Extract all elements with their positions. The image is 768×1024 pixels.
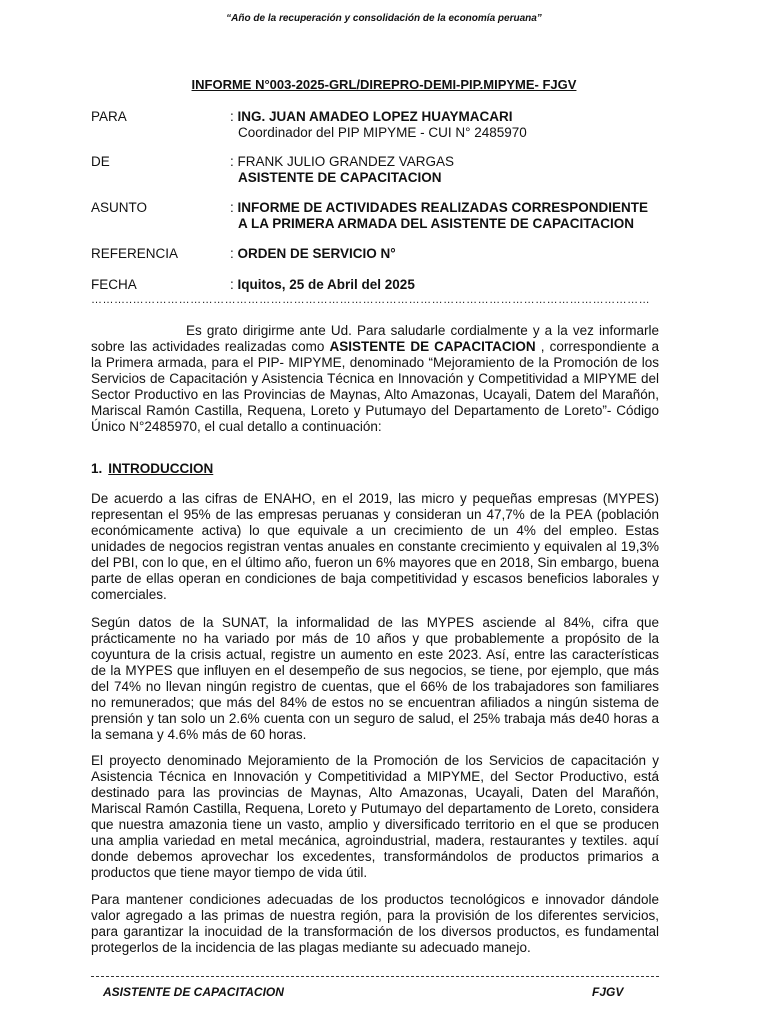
intro-text-part1: Es grato dirigirme ante Ud. Para saludarle cordialmente y a la vez informarle sobre las actividades realizadas como	[91, 323, 659, 354]
page-motto: “Año de la recuperación y consolidación de la economía peruana”	[226, 13, 542, 24]
footer-role: ASISTENTE DE CAPACITACION	[103, 985, 284, 999]
de-value-line2: ASISTENTE DE CAPACITACION	[238, 170, 442, 185]
asunto-value-line2: A LA PRIMERA ARMADA DEL ASISTENTE DE CAPACITACION	[238, 216, 635, 231]
dotted-separator: ………..………………………………………………………………………………………………………………………	[91, 295, 651, 305]
intro-role: ASISTENTE DE CAPACITACION	[329, 339, 536, 354]
para-value: ING. JUAN AMADEO LOPEZ HUAYMACARI	[237, 109, 513, 124]
section-number: 1.	[91, 461, 103, 476]
paragraph-enaho: De acuerdo a las cifras de ENAHO, en el 2019, las micro y pequeñas empresas (MYPES) representan el 95% de las empresas peruanas y consideran un 47,7% de la PEA (población económicamente activa) lo que equivale a un crecimiento de un 4% del empleo. Estas unidades de negocios registran ventas anuales en constante crecimiento y equivalen al 19,3% del PBI, con lo que, en el último año, fueron un 6% mayores que en 2018, Sin embargo, buena parte de ellas operan en condiciones de baja competitividad y escasos beneficios laborales y comerciales.	[91, 491, 659, 602]
section-title: INTRODUCCION	[108, 461, 214, 476]
intro-text-part2: , correspondiente a la Primera armada, para el PIP- MIPYME, denominado “Mejoramiento de la Promoción de los Servicios de Capacitación y Asistencia Técnica en Innovación y Competitividad a MIPYME del Sector Productivo en las Provincias de Maynas, Alto Amazonas, Ucayali, Datem del Marañón, Mariscal Ramón Castilla, Requena, Loreto y Putumayo del Departamento de Loreto”- Código Único N°2485970, el cual detallo a continuación:	[91, 339, 659, 434]
referencia-value: ORDEN DE SERVICIO N°	[237, 246, 396, 261]
footer-divider	[91, 976, 659, 977]
footer-initials: FJGV	[592, 985, 624, 999]
asunto-value: INFORME DE ACTIVIDADES REALIZADAS CORRESPONDIENTE	[237, 200, 649, 215]
referencia-label: REFERENCIA	[91, 246, 179, 261]
report-title: INFORME N°003-2025-GRL/DIREPRO-DEMI-PIP.MIPYME- FJGV	[191, 77, 577, 92]
paragraph-sunat: Según datos de la SUNAT, la informalidad de las MYPES asciende al 84%, cifra que prácticamente no ha variado por más de 10 años y que probablemente a propósito de la coyuntura de la crisis actual, registre un aumento en este 2023. Así, entre las características de la MYPES que influyen en el desempeño de sus negocios, se tiene, por ejemplo, que más del 74% no llevan ningún registro de cuentas, que el 66% de los trabajadores son familiares no remunerados; que más del 84% de estos no se encuentran afiliados a ningún sistema de prensión y tan solo un 2.6% cuenta con un seguro de salud, el 25% trabaja más de40 horas a la semana y 4.6% más de 60 horas.	[91, 615, 659, 742]
para-label: PARA	[91, 109, 127, 124]
asunto-label: ASUNTO	[91, 200, 148, 215]
intro-paragraph	[91, 323, 659, 435]
de-label: DE	[91, 154, 110, 169]
paragraph-proyecto: El proyecto denominado Mejoramiento de la Promoción de los Servicios de capacitación y Asistencia Técnica en Innovación y Competitividad a MIPYME, del Sector Productivo, está destinado para las provincias de Maynas, Alto Amazonas, Ucayali, Daten del Marañón, Mariscal Ramón Castilla, Requena, Loreto y Putumayo del departamento de Loreto, considera que nuestra amazonia tiene un vasto, amplio y diversificado territorio en el que se producen una amplia variedad en metal mecánica, agroindustrial, madera, restaurantes y textiles. aquí donde debemos aprovechar los excedentes, transformándolos de productos primarios a productos que tiene mayor tiempo de vida útil.	[91, 753, 659, 880]
de-value: : FRANK JULIO GRANDEZ VARGAS	[230, 154, 455, 169]
fecha-label: FECHA	[91, 277, 137, 292]
para-value-line2: Coordinador del PIP MIPYME - CUI N° 2485970	[238, 125, 527, 140]
paragraph-condiciones: Para mantener condiciones adecuadas de los productos tecnológicos e innovador dándole valor agregado a las primas de nuestra región, para la provisión de los diferentes servicios, para garantizar la inocuidad de la transformación de los diversos productos, es fundamental protegerlos de la incidencia de las plagas mediante su adecuado manejo.	[91, 892, 659, 955]
section-heading	[91, 461, 213, 476]
fecha-value: Iquitos, 25 de Abril del 2025	[237, 277, 415, 292]
